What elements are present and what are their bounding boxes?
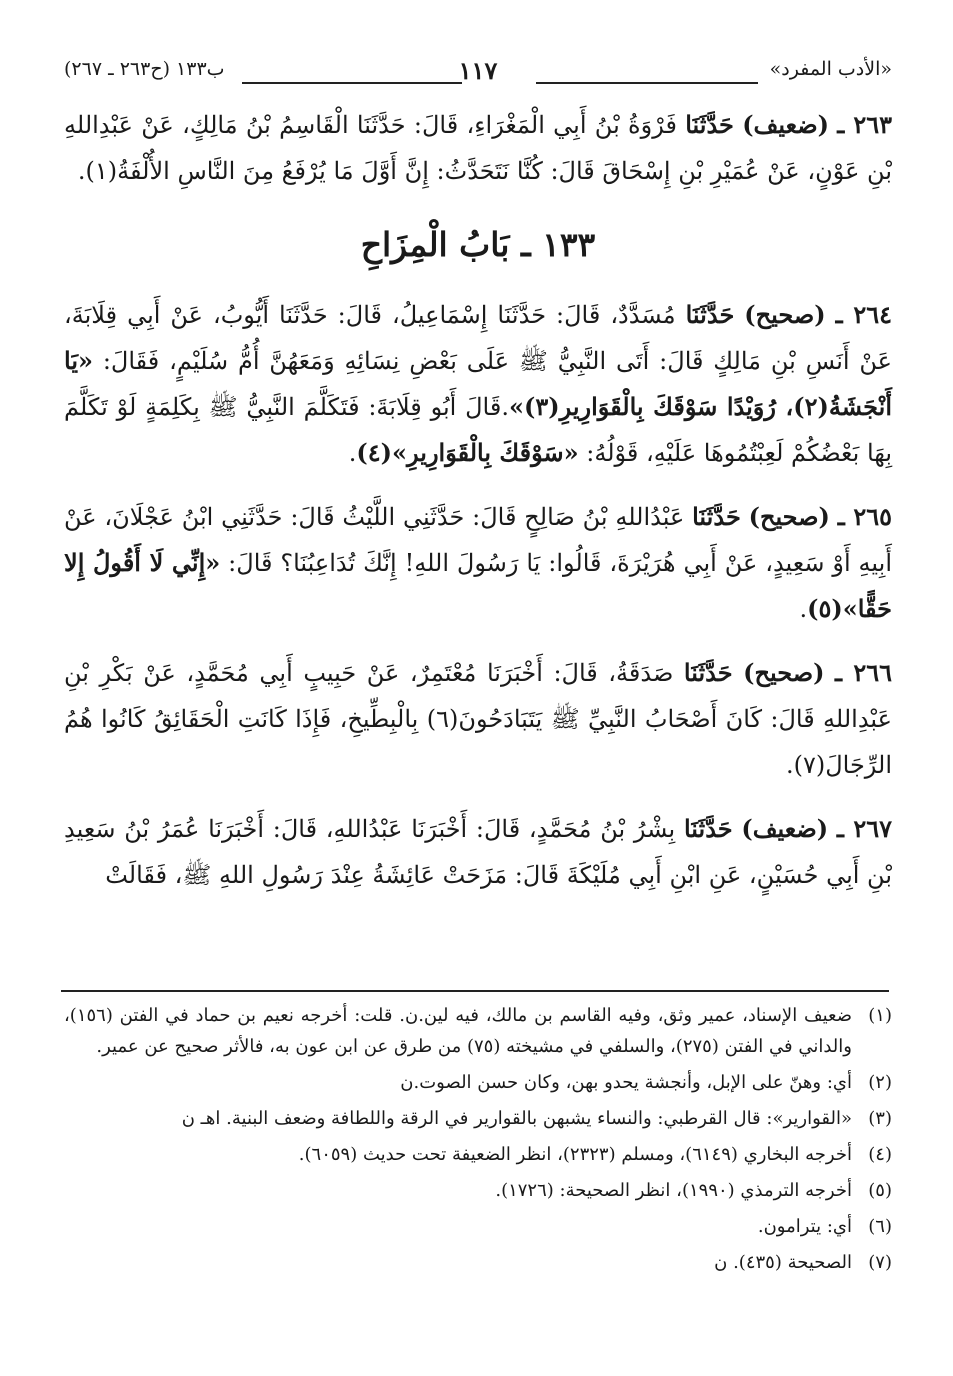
hadith-text: . [799, 595, 808, 623]
haddathana: حَدَّثَنَا [692, 502, 741, 531]
hadith-266 [64, 650, 892, 788]
hadith-number: ٢٦٥ ـ [837, 502, 892, 531]
footnote-text: أي: وهنّ على الإبل، وأنجشة يحدو بهن، وكان حسن الصوت.ن [400, 1072, 852, 1093]
page-number: ١١٧ [458, 56, 498, 85]
running-header [64, 56, 892, 92]
hadith-text: .قَالَ أَبُو قِلَابَةَ: فَتَكَلَّمَ النَّبِيُّ ﷺ بِكَلِمَةٍ لَوْ تَكَلَّمَ بِهَا بَعْضُكُمْ لَعِبْتُمُوهَا عَلَيْهِ، قَوْلُهُ: [64, 393, 892, 467]
footnote-number: (٤) [868, 1144, 892, 1165]
hadith-number: ٢٦٤ ـ [835, 300, 892, 329]
prophet-quote: «يَا أَنْجَشَةُ(٢)، رُوَيْدًا سَوْقَكَ بِالْقَوَارِيرِ(٣)» [64, 346, 892, 421]
footnote-number: (٣) [868, 1108, 892, 1129]
hadith-263 [64, 102, 892, 194]
header-rule-left [242, 82, 462, 84]
haddathana: حَدَّثَنَا [685, 110, 734, 139]
book-title: «الأدب المفرد» [769, 58, 892, 80]
prophet-quote: «إِنِّي لَا أَقُولُ إِلا حَقًّا»(٥) [64, 548, 892, 623]
footnotes [64, 1000, 892, 1283]
footnote-number: (١) [868, 1005, 892, 1026]
hadith-264 [64, 292, 892, 476]
footnote-item [64, 1211, 892, 1242]
footnote-text: أخرجه الترمذي (١٩٩٠)، انظر الصحيحة: (١٧٢٦). [495, 1180, 852, 1201]
footnote-number: (٥) [868, 1180, 892, 1201]
haddathana: حَدَّثَنَا [683, 658, 733, 687]
hadith-grade: (ضعيف) [741, 814, 829, 843]
hadith-grade: (صحيح) [743, 658, 825, 687]
hadith-text: عَبْدُاللهِ بْنُ صَالِحٍ قَالَ: حَدَّثَنِي اللَّيْثُ قَالَ: حَدَّثَنِي ابْنُ عَجْلَانَ، عَنْ أَبِيهِ أَوْ سَعِيدٍ، عَنْ أَبِي هُرَيْرَةَ، قَالُوا: يَا رَسُولَ اللهِ! إِنَّكَ تُدَاعِبُنَا؟ قَالَ: [64, 503, 892, 577]
footnote-text: الصحيحة (٤٣٥). ن [714, 1252, 852, 1273]
haddathana: حَدَّثَنَا [685, 300, 735, 329]
hadith-265 [64, 494, 892, 632]
hadith-text: صَدَقَةُ، قَالَ: أَخْبَرَنَا مُعْتَمِرٌ، عَنْ حَبِيبٍ أَبِي مُحَمَّدٍ، عَنْ بَكْرِ بْنِ عَبْدِاللهِ قَالَ: كَانَ أَصْحَابُ النَّبِيِّ ﷺ يَتَبَادَحُونَ(٦) بِالْبِطِّيخِ، فَإِذَا كَانَتِ الْحَقَائِقُ كَانُوا هُمُ الرِّجَالَ(٧). [64, 659, 892, 779]
footnote-item [64, 1103, 892, 1134]
hadith-267 [64, 806, 892, 898]
footnote-separator [61, 990, 889, 992]
hadith-text: فَرْوَةُ بْنُ أَبِي الْمَغْرَاءِ، قَالَ: حَدَّثَنَا الْقَاسِمُ بْنُ مَالِكٍ، عَنْ عَبْدِاللهِ بْنِ عَوْنٍ، عَنْ عُمَيْرِ بْنِ إِسْحَاقَ قَالَ: كُنَّا نَتَحَدَّثُ: إِنَّ أَوَّلَ مَا يُرْفَعُ مِنَ النَّاسِ الأُلْفَةُ(١). [64, 111, 892, 185]
prophet-quote: «سَوْقَكَ بِالْقَوَارِيرِ»(٤) [356, 438, 579, 467]
hadith-number: ٢٦٣ ـ [837, 110, 892, 139]
hadith-grade: (صحيح) [748, 502, 830, 531]
footnote-text: أي: يترامون. [757, 1216, 852, 1237]
hadith-text: مُسَدَّدٌ، قَالَ: حَدَّثَنَا إِسْمَاعِيلُ، قَالَ: حَدَّثَنَا أَيُّوبُ، عَنْ أَبِي قِلَابَةَ، عَنْ أَنَسِ بْنِ مَالِكٍ قَالَ: أَتَى النَّبِيُّ ﷺ عَلَى بَعْضِ نِسَائِهِ وَمَعَهُنَّ أُمُّ سُلَيْمٍ، فَقَالَ: [64, 301, 892, 375]
haddathana: حَدَّثَنَا [683, 814, 733, 843]
hadith-grade: (ضعيف) [742, 110, 829, 139]
footnote-item [64, 1247, 892, 1278]
footnote-text: أخرجه البخاري (٦١٤٩)، ومسلم (٢٣٢٣)، انظر الضعيفة تحت حديث (٦٠٥٩). [298, 1144, 852, 1165]
footnote-item [64, 1139, 892, 1170]
footnote-item [64, 1067, 892, 1098]
hadith-number: ٢٦٧ ـ [836, 814, 892, 843]
footnote-text: ضعيف الإسناد، عمير وثق، وفيه القاسم بن مالك، فيه لين.ن. قلت: أخرجه نعيم بن حماد في الفتن (١٥٦)، والداني في الفتن (٢٧٥)، والسلفي في مشيخته (٧٥) من طرق عن ابن عون به، فالأثر صحيح عن عمير. [64, 1005, 852, 1057]
footnote-number: (٢) [868, 1072, 892, 1093]
footnote-number: (٦) [868, 1216, 892, 1237]
footnote-item [64, 1175, 892, 1206]
chapter-reference: ب١٣٣ (ح٢٦٣ ـ ٢٦٧) [64, 58, 225, 80]
footnote-number: (٧) [868, 1252, 892, 1273]
hadith-text: . [348, 439, 357, 467]
hadith-number: ٢٦٦ ـ [835, 658, 892, 687]
header-rule-right [536, 82, 758, 84]
main-text [64, 102, 892, 916]
chapter-title: ١٣٣ ـ بَابُ الْمِزَاحِ [360, 225, 596, 264]
footnote-item [64, 1000, 892, 1062]
hadith-text: بِشْرُ بْنُ مُحَمَّدٍ، قَالَ: أَخْبَرَنَا عَبْدُاللهِ، قَالَ: أَخْبَرَنَا عُمَرُ بْنُ سَعِيدِ بْنِ أَبِي حُسَيْنٍ، عَنِ ابْنِ أَبِي مُلَيْكَةَ قَالَ: مَزَحَتْ عَائِشَةُ عِنْدَ رَسُولِ اللهِ ﷺ، فَقَالَتْ [64, 815, 892, 889]
footnote-text: «القوارير»: قال القرطبي: والنساء يشبهن بالقوارير في الرقة واللطافة وضعف البنية. اهـ ن [181, 1108, 852, 1129]
hadith-grade: (صحيح) [744, 300, 826, 329]
